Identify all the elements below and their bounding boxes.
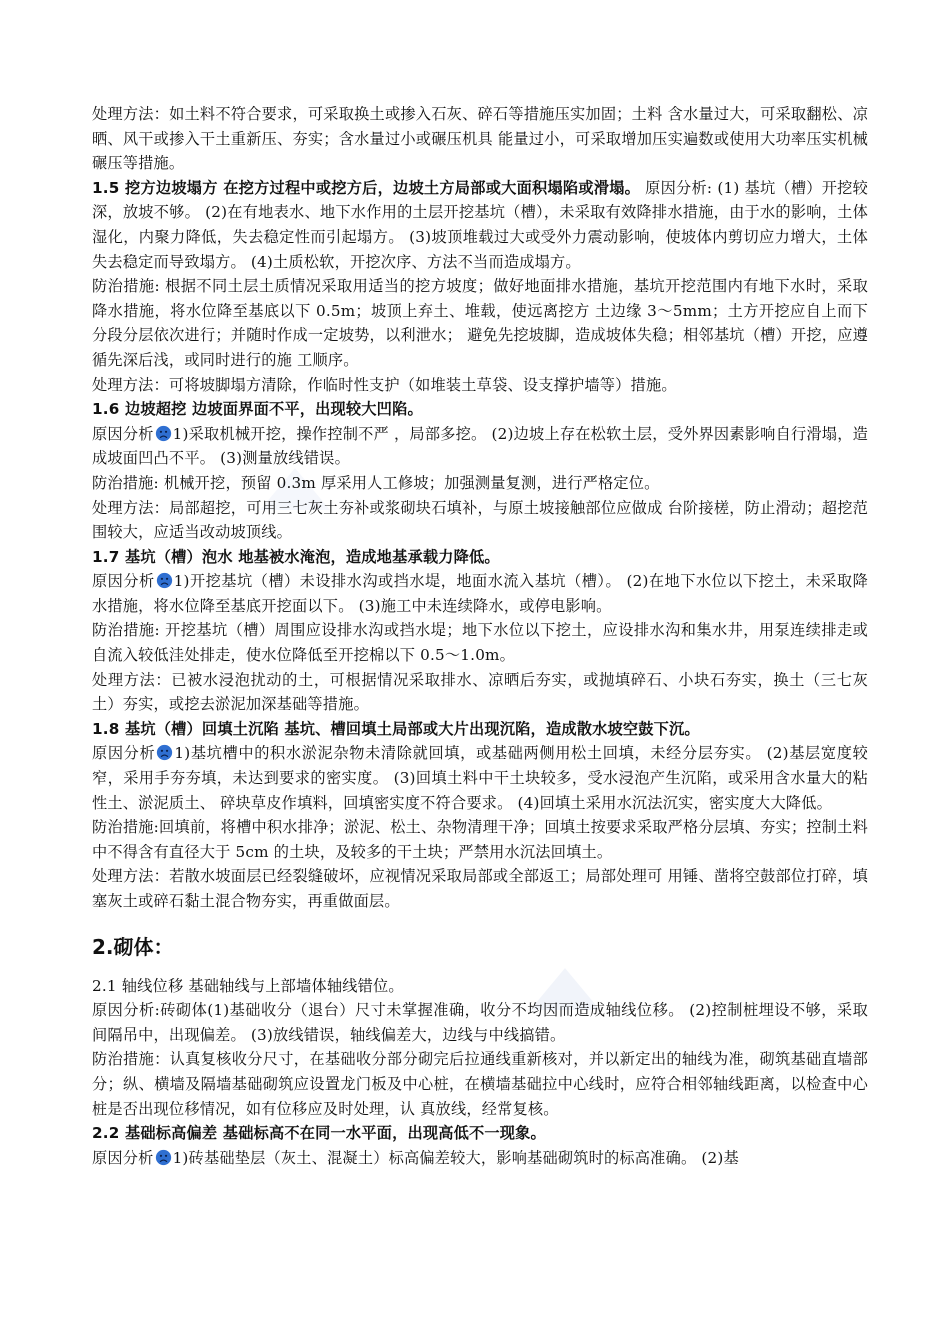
cause-text: 1)开挖基坑（槽）未设排水沟或挡水堤，地面水流入基坑（槽）。 (2)在地下水位以下挖土，未采取降水措施，将水位降至基底开挖面以下。 (3)施工中未连续降水，或停电影响。 (92, 572, 868, 615)
document-body (92, 102, 868, 1170)
section-1-5-title: 1.5 挖方边坡塌方 在挖方过程中或挖方后，边坡土方局部或大面积塌陷或滑塌。 (92, 178, 641, 197)
section-1-7-title (92, 545, 868, 570)
cause-text: 1)采取机械开挖，操作控制不严 ，局部多挖。 (2)边坡上存在松软土层，受外界因素影响自行滑塌，造成坡面凹凸不平。 (3)测量放线错误。 (92, 424, 868, 468)
section-1-8-heading: 1.8 基坑（槽）回填土沉陷 基坑、槽回填土局部或大片出现沉陷，造成散水坡空鼓下沉。 (92, 719, 700, 738)
section-2-1-title: 2.1 轴线位移 基础轴线与上部墙体轴线错位。 (92, 976, 404, 995)
section-1-8-cause (92, 741, 868, 815)
sad-face-icon (156, 572, 173, 589)
section-1-7-heading: 1.7 基坑（槽）泡水 地基被水淹泡，造成地基承载力降低。 (92, 547, 500, 566)
cause-text: 1)基坑槽中的积水淤泥杂物未清除就回填，或基础两侧用松土回填，未经分层夯实。 (2)基层宽度较窄，采用手夯夯填，未达到要求的密实度。 (3)回填土料中干土块较多，受水浸泡产生沉陷，或采用含水量大的粘性土、淤泥质土、 碎块草皮作填料，回填密实度不符合要求。 (4)回填土采用水沉法沉实，密实度大大降低。 (92, 744, 868, 812)
sad-face-icon (155, 425, 172, 442)
sad-face-icon (156, 744, 173, 761)
section-2-2-cause (92, 1146, 868, 1171)
section-2-2-heading: 2.2 基础标高偏差 基础标高不在同一水平面，出现高低不一现象。 (92, 1124, 546, 1143)
section-1-6-prevention: 防治措施: 机械开挖，预留 0.3m 厚采用人工修坡；加强测量复测，进行严格定位。 (92, 473, 660, 492)
section-2-1-prevention: 防治措施：认真复核收分尺寸，在基础收分部分砌完后拉通线重新核对，并以新定出的轴线为准，砌筑基础直墙部分；纵、横墙及隔墙基础砌筑应设置龙门板及中心桩，在横墙基础拉中心线时，应符合相邻轴线距离，以检查中心桩是否出现位移情况，如有位移应及时处理，认 真放线，经常复核。 (92, 1050, 868, 1118)
cause-label: 原因分析 (92, 1148, 154, 1167)
section-1-5-cause: 原因分析: (1) 基坑（槽）开挖较深，放坡不够。 (2)在有地表水、地下水作用的土层开挖基坑（槽），未采取有效降排水措施，由于水的影响，土体湿化，内聚力降低，失去稳定性而引起塌方。 (3)坡顶堆载过大或受外力震动影响，使坡体内剪切应力增大，土体失去稳定而导致塌方。 (4)土质松软，开挖次序、方法不当而造成塌方。 (92, 178, 868, 271)
cause-label: 原因分析 (92, 744, 156, 763)
section-1-7-cause (92, 569, 868, 618)
heading-masonry: 2.砌体： (92, 934, 174, 959)
cause-label: 原因分析 (92, 424, 154, 443)
cause-text: 1)砖基础垫层（灰土、混凝土）标高偏差较大，影响基础砌筑时的标高准确。 (2)基 (172, 1148, 739, 1167)
paragraph-handling-method: 处理方法：如土料不符合要求，可采取换土或掺入石灰、碎石等措施压实加固；土料 含水量过大，可采取翻松、凉晒、风干或掺入干土重新压、夯实；含水量过小或碾压机具 能量过小，可采取增加压实遍数或使用大功率压实机械碾压等措施。 (92, 105, 868, 173)
section-1-7-handling: 处理方法：已被水浸泡扰动的土，可根据情况采取排水、凉晒后夯实，或抛填碎石、小块石夯实，换土（三七灰土）夯实，或挖去淤泥加深基础等措施。 (92, 670, 868, 714)
cause-label: 原因分析 (92, 572, 155, 591)
section-1-8-title (92, 717, 868, 742)
section-2-1-cause: 原因分析:砖砌体(1)基础收分（退台）尺寸未掌握准确，收分不均因而造成轴线位移。 (2)控制桩埋设不够，采取间隔吊中，出现偏差。 (3)放线错误，轴线偏差大，边线与中线搞错。 (92, 1001, 868, 1044)
section-1-6-heading: 1.6 边坡超挖 边坡面界面不平，出现较大凹陷。 (92, 400, 423, 419)
sad-face-icon (155, 1149, 172, 1166)
section-1-6-title (92, 397, 868, 422)
section-1-5-handling: 处理方法：可将坡脚塌方清除，作临时性支护（如堆装土草袋、设支撑护墙等）措施。 (92, 375, 677, 394)
section-2-2-title (92, 1121, 868, 1146)
section-1-8-handling: 处理方法：若散水坡面层已经裂缝破坏，应视情况采取局部或全部返工；局部处理可 用锤、凿将空鼓部位打碎，填塞灰土或碎石黏土混合物夯实，再重做面层。 (92, 867, 868, 910)
section-1-6-cause (92, 422, 868, 471)
section-1-5-prevention: 防治措施: 根据不同土层土质情况采取用适当的挖方坡度；做好地面排水措施，基坑开挖范围内有地下水时，采取降水措施，将水位降至基底以下 0.5m；坡顶上弃土、堆载，使远离挖方 土边缘 3～5mm；土方开挖应自上而下分段分层依次进行；并随时作成一定坡势，以利泄水； 避免先挖坡脚，造成坡体失稳；相邻基坑（槽）开挖，应遵循先深后浅，或同时进行的施 工顺序。 (92, 277, 868, 369)
section-1-7-prevention: 防治措施: 开挖基坑（槽）周围应设排水沟或挡水堤；地下水位以下挖土，应设排水沟和集水井，用泵连续排走或自流入较低洼处排走，使水位降低至开挖棉以下 0.5～1.0m。 (92, 621, 868, 665)
section-1-8-prevention: 防治措施:回填前，将槽中积水排净；淤泥、松土、杂物清理干净；回填土按要求采取严格分层填、夯实；控制土料中不得含有直径大于 5cm 的土块，及较多的干土块；严禁用水沉法回填土。 (92, 818, 868, 861)
section-1-6-handling: 处理方法：局部超挖，可用三七灰土夯补或浆砌块石填补，与原土坡接触部位应做成 台阶接槎，防止滑动；超挖范围较大，应适当改动坡顶线。 (92, 498, 868, 542)
section-1-5 (92, 176, 868, 274)
